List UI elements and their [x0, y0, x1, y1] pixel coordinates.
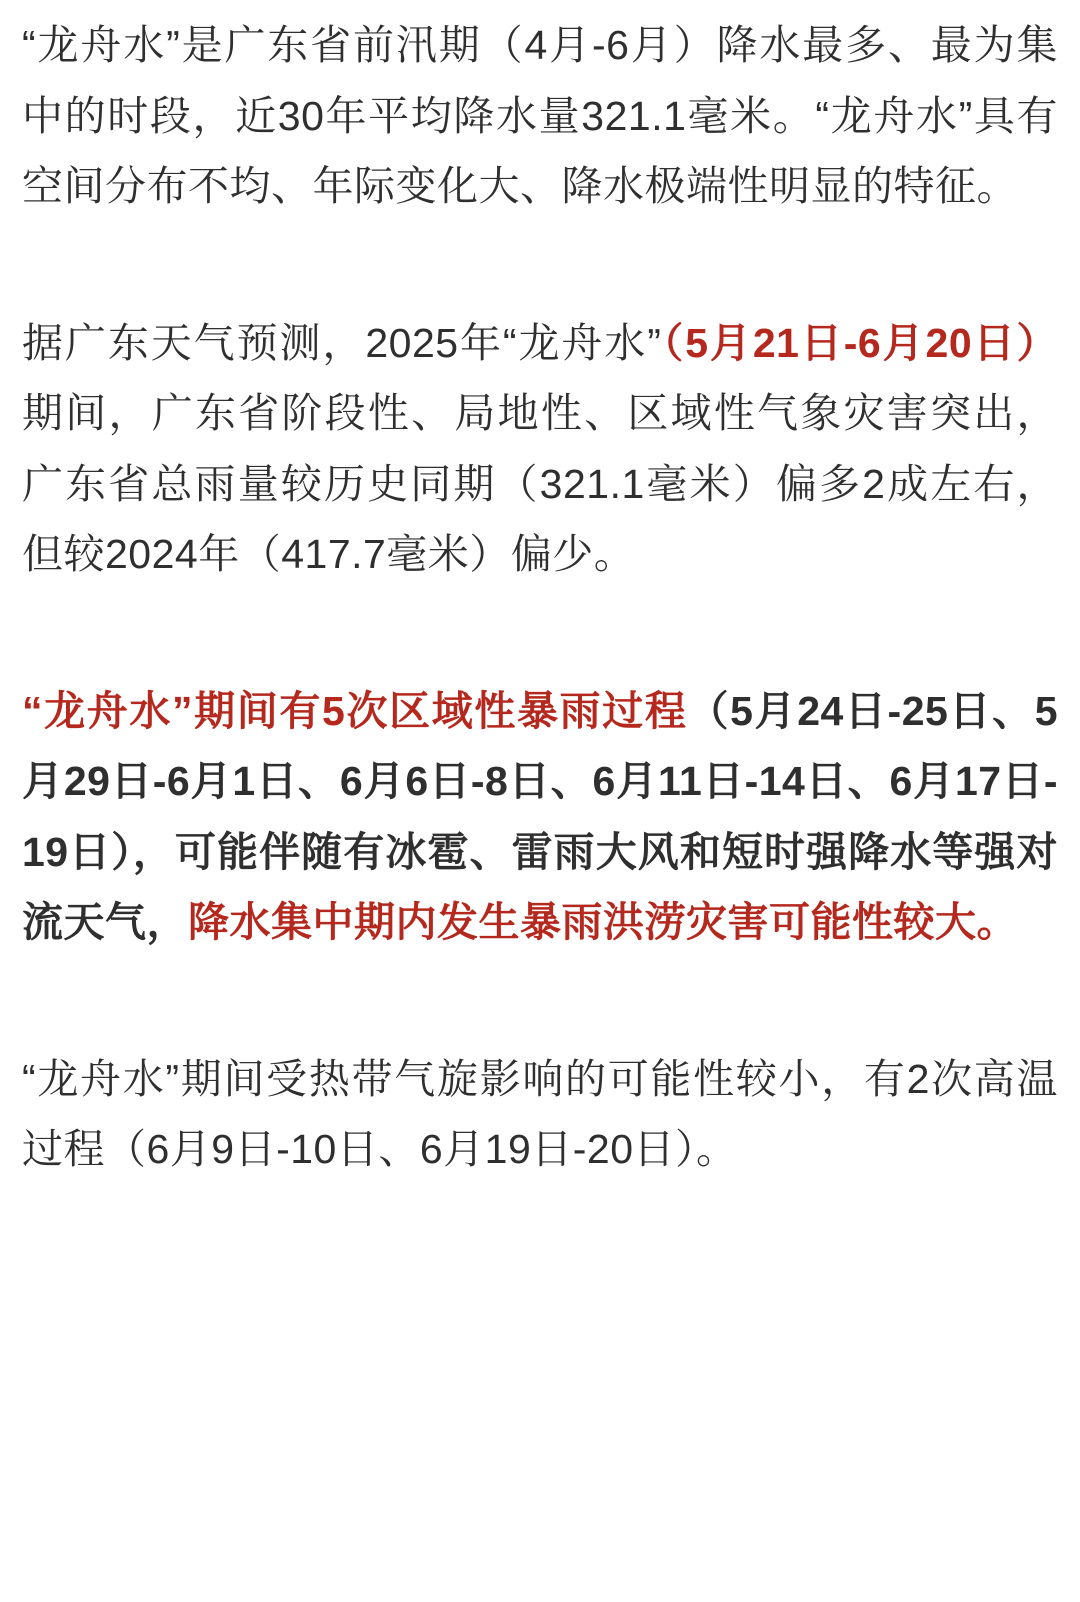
text-run: “龙舟水”是广东省前汛期（4月-6月）降水最多、最为集中的时段，近30年平均降水量321.1毫米。“龙舟水”具有空间分布不均、年际变化大、降水极端性明显的特征。 — [22, 22, 1058, 210]
highlight-flood-risk: 降水集中期内发生暴雨洪涝灾害可能性较大。 — [188, 899, 1018, 946]
highlight-rainstorm-lead: “龙舟水”期间有5次区域性暴雨过程 — [22, 687, 688, 734]
text-run: 据广东天气预测，2025年“龙舟水” — [22, 319, 662, 366]
highlight-date-range: （5月21日-6月20日） — [661, 319, 1058, 366]
paragraph-rainstorm — [22, 676, 1058, 958]
paragraph-intro — [22, 10, 1058, 222]
paragraph-forecast — [22, 308, 1058, 590]
text-run: （5月24日-25日、5月29日-6月1日、6月6日-8日、6月11日-14日、6月17日-19日），可能伴随有冰雹、雷雨大风和短时强降水等强对流天气， — [22, 687, 1058, 946]
text-run: “龙舟水”期间受热带气旋影响的可能性较小，有2次高温过程（6月9日-10日、6月19日-20日）。 — [22, 1055, 1058, 1173]
text-run: 期间，广东省阶段性、局地性、区域性气象灾害突出，广东省总雨量较历史同期（321.1毫米）偏多2成左右，但较2024年（417.7毫米）偏少。 — [22, 390, 1058, 578]
paragraph-cyclone — [22, 1044, 1058, 1185]
